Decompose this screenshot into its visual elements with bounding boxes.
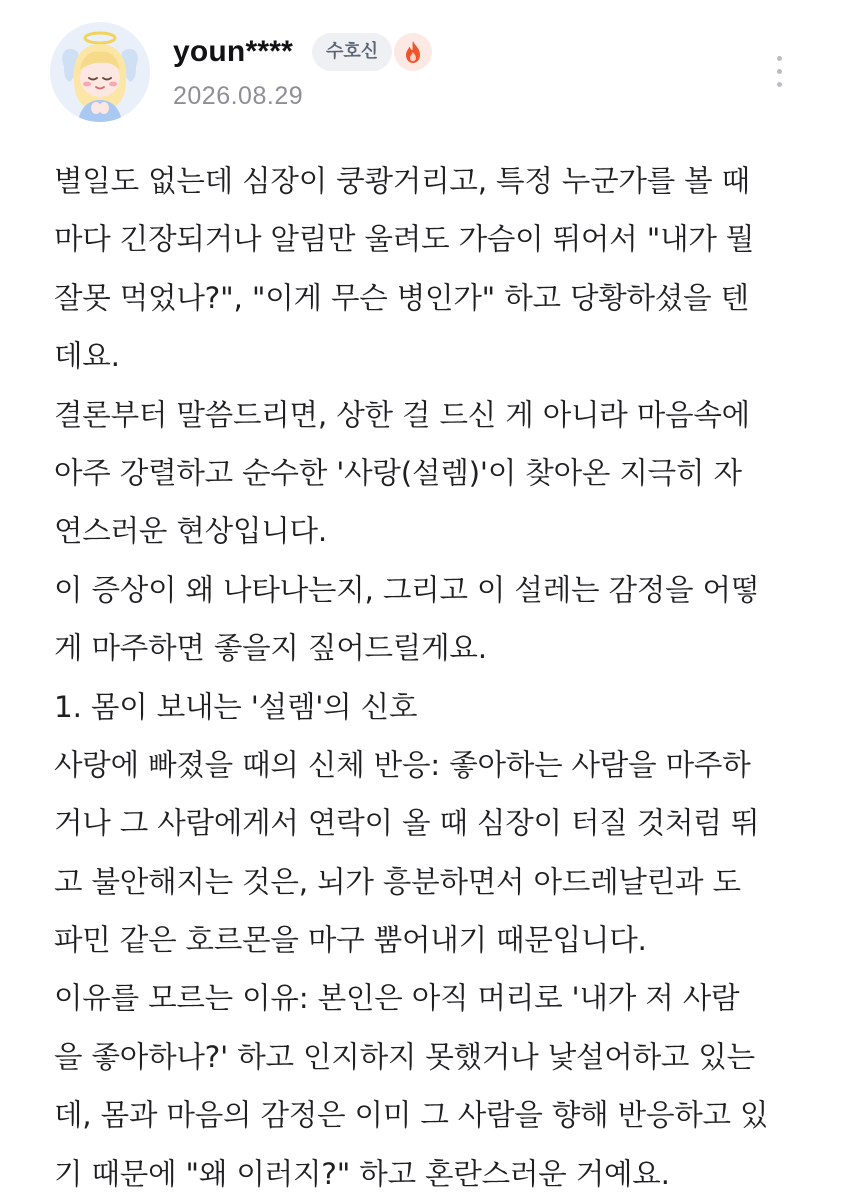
more-options-button[interactable]: [770, 52, 790, 92]
body-line: 사랑에 빠졌을 때의 신체 반응: 좋아하는 사람을 마주하: [54, 747, 751, 782]
body-line: 결론부터 말씀드리면, 상한 걸 드신 게 아니라 마음속에: [54, 397, 750, 432]
body-line: 마다 긴장되거나 알림만 울려도 가슴이 뛰어서 "내가 뭘: [54, 222, 755, 257]
body-line: 을 좋아하나?' 하고 인지하지 못했거나 낯설어하고 있는: [54, 1039, 755, 1074]
guardian-badge: 수호신: [312, 33, 392, 71]
fire-icon: [394, 33, 432, 71]
username[interactable]: youn****: [173, 35, 293, 68]
body-line: 거나 그 사람에게서 연락이 올 때 심장이 터질 것처럼 뛰: [54, 806, 760, 841]
body-line: 이유를 모르는 이유: 본인은 아직 머리로 '내가 저 사람: [54, 981, 740, 1016]
post-date: 2026.08.29: [173, 82, 304, 110]
body-line: 연스러운 현상입니다.: [54, 514, 328, 549]
body-line: 데, 몸과 마음의 감정은 이미 그 사람을 향해 반응하고 있: [54, 1098, 769, 1133]
avatar[interactable]: [50, 22, 150, 122]
body-line: 파민 같은 호르몬을 마구 뿜어내기 때문입니다.: [54, 923, 647, 958]
fire-badge: [394, 33, 432, 71]
body-line: 별일도 없는데 심장이 쿵쾅거리고, 특정 누군가를 볼 때: [54, 164, 750, 198]
body-line: 고 불안해지는 것은, 뇌가 흥분하면서 아드레날린과 도: [54, 864, 741, 899]
section-heading: 1. 몸이 보내는 '설렘'의 신호: [54, 689, 418, 724]
body-line: 게 마주하면 좋을지 짚어드릴게요.: [54, 631, 487, 666]
more-vertical-icon-dot: [777, 82, 782, 87]
body-line: 기 때문에 "왜 이러지?" 하고 혼란스러운 거예요.: [54, 1156, 670, 1191]
body-line: 잘못 먹었나?", "이게 무슨 병인가" 하고 당황하셨을 텐: [54, 280, 749, 315]
angel-character-icon: [50, 22, 150, 122]
body-line: 아주 강렬하고 순수한 '사랑(설렘)'이 찾아온 지극히 자: [54, 455, 742, 490]
body-line: 데요.: [54, 339, 120, 374]
body-line: 이 증상이 왜 나타나는지, 그리고 이 설레는 감정을 어떻: [54, 572, 760, 607]
more-vertical-icon-dot: [777, 69, 782, 74]
post-header: [0, 0, 841, 140]
answer-body: [54, 152, 794, 1203]
more-vertical-icon: [777, 56, 782, 61]
